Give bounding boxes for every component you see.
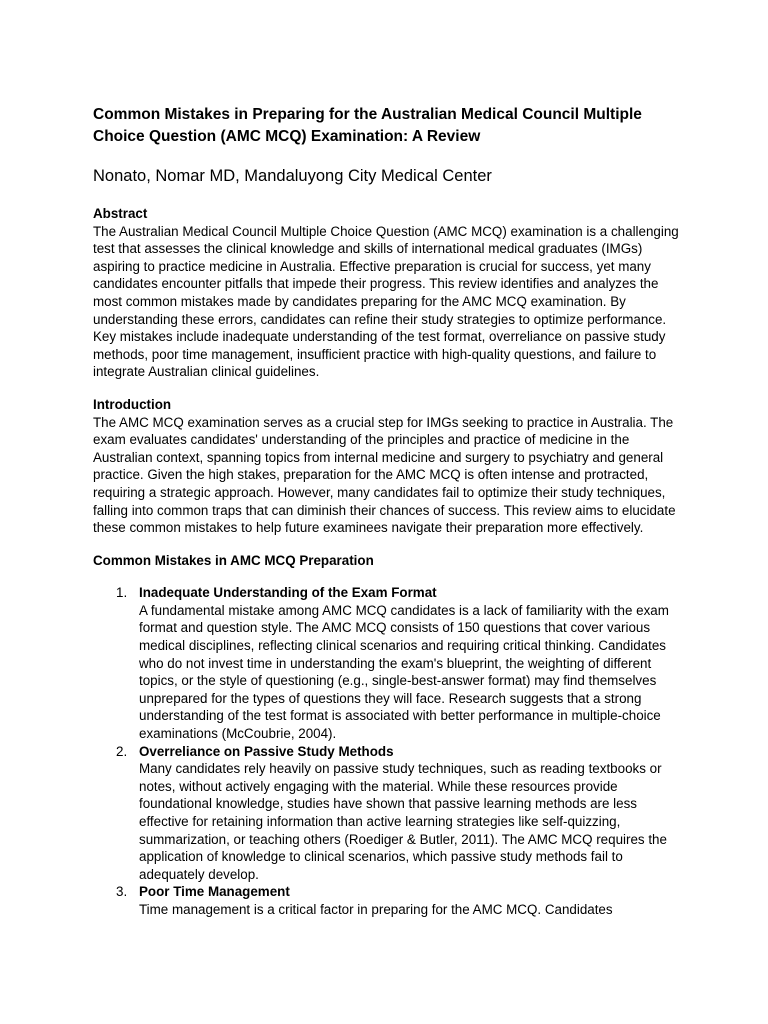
- list-item: [93, 743, 680, 884]
- mistakes-section: [93, 552, 680, 919]
- document-title: Common Mistakes in Preparing for the Australian Medical Council Multiple Choice Question (AMC MCQ) Examination: A Review: [93, 106, 642, 145]
- abstract-heading: Abstract: [93, 206, 148, 221]
- abstract-section: [93, 205, 680, 381]
- list-item-text: Time management is a critical factor in preparing for the AMC MCQ. Candidates: [139, 901, 613, 917]
- abstract-text: The Australian Medical Council Multiple Choice Question (AMC MCQ) examination is a challenging test that assesses the clinical knowledge and skills of international medical graduates (IMGs) aspiring to practice medicine in Australia. Effective preparation is crucial for success, yet many candidates encounter pitfalls that impede their progress. This review identifies and analyzes the most common mistakes made by candidates preparing for the AMC MCQ examination. By understanding these errors, candidates can refine their study strategies to optimize performance. Key mistakes include inadequate understanding of the test format, overreliance on passive study methods, poor time management, insufficient practice with high-quality questions, and failure to integrate Australian clinical guidelines.: [93, 223, 679, 380]
- introduction-section: [93, 396, 680, 537]
- introduction-heading: Introduction: [93, 396, 172, 412]
- mistakes-heading: Common Mistakes in AMC MCQ Preparation: [93, 552, 374, 568]
- list-item-text: A fundamental mistake among AMC MCQ candidates is a lack of familiarity with the exam format and question style. The AMC MCQ consists of 150 questions that cover various medical disciplines, reflecting clinical scenarios and requiring critical thinking. Candidates who do not invest time in understanding the exam's blueprint, the weighting of different topics, or the style of questioning (e.g., single-best-answer format) may find themselves unprepared for the types of questions they will face. Research suggests that a strong understanding of the test format is associated with better performance in multiple-choice examinations (McCoubrie, 2004).: [139, 602, 669, 742]
- list-item-title: Inadequate Understanding of the Exam Format: [139, 585, 437, 601]
- list-item-number: 1.: [116, 585, 128, 601]
- mistakes-list: [93, 584, 680, 918]
- list-item-text: Many candidates rely heavily on passive study techniques, such as reading textbooks or notes, without actively engaging with the material. While these resources provide foundational knowledge, studies have shown that passive learning methods are less effective for retaining information than active learning strategies like self-quizzing, summarization, or teaching others (Roediger & Butler, 2011). The AMC MCQ requires the application of knowledge to clinical scenarios, which passive study methods fail to adequately develop.: [139, 761, 667, 882]
- list-item: [93, 584, 680, 742]
- list-item-number: 3.: [116, 884, 128, 900]
- introduction-text: The AMC MCQ examination serves as a crucial step for IMGs seeking to practice in Australia. The exam evaluates candidates' understanding of the principles and practice of medicine in the Australian context, spanning topics from internal medicine and surgery to psychiatry and general practice. Given the high stakes, preparation for the AMC MCQ is often intense and protracted, requiring a strategic approach. However, many candidates fail to optimize their study techniques, falling into common traps that can diminish their chances of success. This review aims to elucidate these common mistakes to help future examinees navigate their preparation more effectively.: [93, 414, 676, 536]
- list-item: [93, 883, 680, 918]
- list-item-title: Poor Time Management: [139, 884, 290, 900]
- list-item-number: 2.: [116, 743, 128, 759]
- list-item-title: Overreliance on Passive Study Methods: [139, 743, 394, 759]
- author-line: Nonato, Nomar MD, Mandaluyong City Medical Center: [93, 167, 492, 185]
